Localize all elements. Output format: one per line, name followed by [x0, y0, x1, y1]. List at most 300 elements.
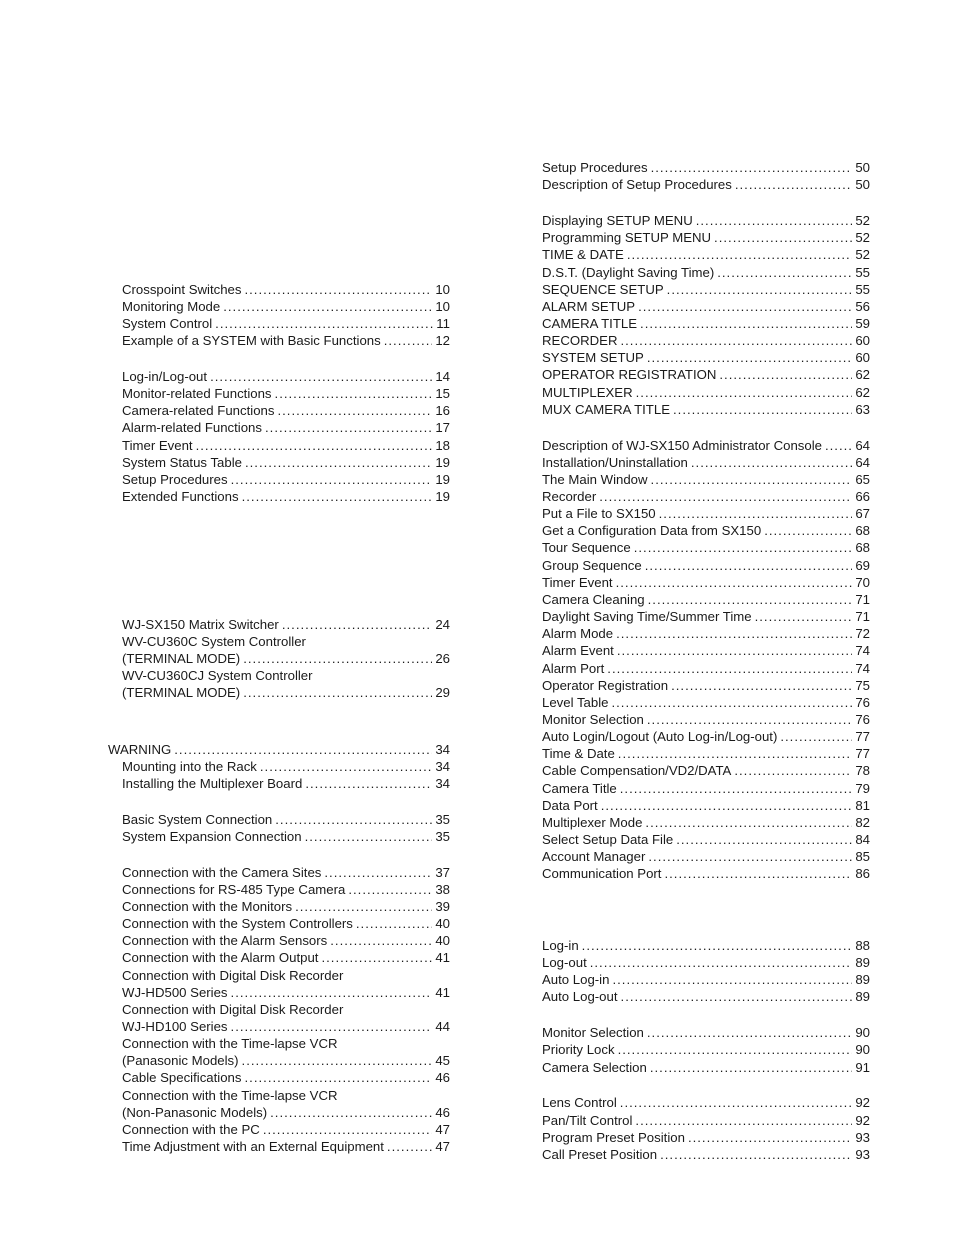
toc-entry-title: Communication Port	[542, 866, 662, 881]
toc-entry-page: 89	[855, 989, 870, 1004]
toc-dot-leader	[231, 1018, 433, 1035]
toc-dot-leader	[324, 864, 432, 881]
toc-entry[interactable]	[122, 684, 450, 701]
toc-entry[interactable]	[542, 608, 870, 625]
toc-entry[interactable]	[542, 814, 870, 831]
toc-entry-page: 78	[855, 763, 870, 778]
toc-entry[interactable]	[542, 848, 870, 865]
toc-entry-page: 75	[855, 678, 870, 693]
toc-entry[interactable]	[122, 385, 450, 402]
toc-entry-page: 15	[435, 386, 450, 401]
toc-dot-leader	[348, 881, 432, 898]
toc-dot-leader	[676, 831, 852, 848]
toc-entry[interactable]	[542, 1112, 870, 1129]
toc-entry-title: Extended Functions	[122, 489, 239, 504]
toc-entry[interactable]	[542, 437, 870, 454]
toc-entry-page: 74	[855, 661, 870, 676]
toc-dot-leader	[638, 298, 852, 315]
toc-entry[interactable]	[542, 264, 870, 281]
toc-dot-leader	[618, 1041, 853, 1058]
toc-dot-leader	[673, 401, 852, 418]
toc-dot-leader	[616, 574, 853, 591]
toc-entry-title: SYSTEM SETUP	[542, 350, 644, 365]
toc-entry[interactable]	[542, 176, 870, 193]
toc-entry-title: Data Port	[542, 798, 598, 813]
toc-entry-page: 64	[855, 455, 870, 470]
toc-entry-page: 18	[435, 438, 450, 453]
toc-entry-title: Cable Specifications	[122, 1070, 242, 1085]
toc-entry-title: Lens Control	[542, 1095, 617, 1110]
toc-entry[interactable]	[542, 471, 870, 488]
toc-entry-page: 68	[855, 523, 870, 538]
toc-entry-title: System Status Table	[122, 455, 242, 470]
toc-entry[interactable]	[122, 667, 450, 684]
toc-entry-page: 82	[855, 815, 870, 830]
toc-entry-page: 60	[855, 350, 870, 365]
toc-entry-page: 39	[435, 899, 450, 914]
toc-entry-page: 46	[435, 1070, 450, 1085]
toc-dot-leader	[245, 454, 432, 471]
toc-entry-page: 59	[855, 316, 870, 331]
toc-entry-page: 19	[435, 489, 450, 504]
toc-dot-leader	[645, 814, 852, 831]
toc-entry-page: 65	[855, 472, 870, 487]
toc-dot-leader	[231, 984, 433, 1001]
toc-entry-page: 84	[855, 832, 870, 847]
toc-entry-title: Timer Event	[542, 575, 613, 590]
toc-dot-leader	[620, 1094, 853, 1111]
toc-dot-leader	[617, 642, 853, 659]
toc-dot-leader	[599, 488, 852, 505]
toc-entry[interactable]	[542, 797, 870, 814]
toc-entry[interactable]	[122, 1052, 450, 1069]
toc-entry-page: 67	[855, 506, 870, 521]
toc-entry[interactable]	[542, 1146, 870, 1163]
toc-entry-page: 90	[855, 1042, 870, 1057]
toc-entry[interactable]	[122, 1069, 450, 1086]
toc-entry[interactable]	[542, 1094, 870, 1111]
toc-entry-page: 55	[855, 282, 870, 297]
toc-entry-title: RECORDER	[542, 333, 618, 348]
toc-dot-leader	[242, 488, 433, 505]
toc-entry[interactable]	[542, 780, 870, 797]
toc-entry-title: Description of Setup Procedures	[542, 177, 732, 192]
toc-entry-title: WV-CU360CJ System Controller	[122, 668, 313, 683]
toc-entry-title: Put a File to SX150	[542, 506, 656, 521]
toc-dot-leader	[616, 625, 852, 642]
toc-entry-title: Multiplexer Mode	[542, 815, 643, 830]
toc-dot-leader	[691, 454, 852, 471]
toc-entry-title: Installation/Uninstallation	[542, 455, 688, 470]
toc-dot-leader	[387, 1138, 432, 1155]
toc-entry-title: TIME & DATE	[542, 247, 624, 262]
toc-dot-leader	[612, 971, 852, 988]
toc-entry-title: Connection with the Time-lapse VCR	[122, 1088, 338, 1103]
toc-entry[interactable]	[542, 574, 870, 591]
toc-entry-page: 29	[435, 685, 450, 700]
toc-entry-title: Tour Sequence	[542, 540, 631, 555]
toc-entry[interactable]	[122, 633, 450, 650]
toc-entry[interactable]	[108, 741, 450, 758]
toc-entry-title: Recorder	[542, 489, 597, 504]
toc-entry[interactable]	[542, 522, 870, 539]
toc-entry-title: Operator Registration	[542, 678, 669, 693]
toc-entry[interactable]	[542, 212, 870, 229]
toc-entry-title: System Expansion Connection	[122, 829, 302, 844]
toc-entry[interactable]	[542, 384, 870, 401]
toc-dot-leader	[263, 1121, 433, 1138]
toc-entry[interactable]	[122, 932, 450, 949]
toc-entry-page: 10	[435, 299, 450, 314]
toc-entry[interactable]	[122, 915, 450, 932]
toc-entry-page: 66	[855, 489, 870, 504]
toc-entry-page: 55	[855, 265, 870, 280]
toc-entry-title: MUX CAMERA TITLE	[542, 402, 670, 417]
toc-entry[interactable]	[542, 971, 870, 988]
toc-dot-leader	[635, 1112, 852, 1129]
toc-entry-page: 34	[435, 742, 450, 757]
toc-entry-page: 71	[855, 592, 870, 607]
toc-entry[interactable]	[542, 762, 870, 779]
toc-dot-leader	[245, 1069, 433, 1086]
toc-entry[interactable]	[542, 315, 870, 332]
toc-entry[interactable]	[122, 811, 450, 828]
toc-entry[interactable]	[122, 881, 450, 898]
toc-entry-title: Program Preset Position	[542, 1130, 685, 1145]
toc-entry-page: 89	[855, 972, 870, 987]
toc-entry[interactable]	[542, 1024, 870, 1041]
toc-entry[interactable]	[542, 488, 870, 505]
toc-dot-leader	[696, 212, 853, 229]
toc-entry-title: WJ-SX150 Matrix Switcher	[122, 617, 279, 632]
toc-dot-leader	[215, 315, 433, 332]
toc-entry-title: Monitor-related Functions	[122, 386, 272, 401]
toc-entry-title: Priority Lock	[542, 1042, 615, 1057]
toc-entry-page: 74	[855, 643, 870, 658]
toc-dot-leader	[651, 471, 853, 488]
toc-dot-leader	[627, 246, 853, 263]
toc-entry-title: Alarm-related Functions	[122, 420, 262, 435]
toc-dot-leader	[244, 281, 432, 298]
toc-entry[interactable]	[122, 828, 450, 845]
toc-dot-leader	[305, 828, 433, 845]
toc-entry-page: 91	[855, 1060, 870, 1075]
toc-entry-title: (TERMINAL MODE)	[122, 685, 241, 700]
toc-entry-title: Auto Log-in	[542, 972, 610, 987]
toc-entry-title: Example of a SYSTEM with Basic Functions	[122, 333, 381, 348]
toc-entry-page: 63	[855, 402, 870, 417]
toc-entry[interactable]	[542, 728, 870, 745]
toc-entry-title: Alarm Mode	[542, 626, 614, 641]
toc-entry-title: WV-CU360C System Controller	[122, 634, 306, 649]
toc-entry-title: Connections for RS-485 Type Camera	[122, 882, 346, 897]
toc-dot-leader	[650, 1059, 853, 1076]
toc-dot-leader	[582, 937, 853, 954]
toc-entry-page: 40	[435, 933, 450, 948]
toc-entry-page: 38	[435, 882, 450, 897]
toc-entry-page: 16	[435, 403, 450, 418]
toc-entry[interactable]	[122, 650, 450, 667]
toc-entry-page: 44	[435, 1019, 450, 1034]
toc-dot-leader	[780, 728, 852, 745]
toc-entry[interactable]	[542, 937, 870, 954]
toc-entry-page: 76	[855, 695, 870, 710]
toc-entry[interactable]	[122, 437, 450, 454]
toc-entry[interactable]	[122, 1138, 450, 1155]
toc-dot-leader	[384, 332, 433, 349]
toc-entry-page: 60	[855, 333, 870, 348]
toc-entry-page: 81	[855, 798, 870, 813]
toc-dot-leader	[636, 384, 853, 401]
toc-dot-leader	[265, 419, 432, 436]
toc-entry-title: Connection with the Monitors	[122, 899, 293, 914]
toc-entry-page: 47	[435, 1122, 450, 1137]
toc-dot-leader	[719, 366, 852, 383]
toc-entry-title: Log-in	[542, 938, 579, 953]
toc-entry-page: 50	[855, 177, 870, 192]
toc-entry-title: Connection with the Camera Sites	[122, 865, 322, 880]
toc-entry[interactable]	[542, 454, 870, 471]
toc-entry-title: MULTIPLEXER	[542, 385, 633, 400]
toc-dot-leader	[659, 505, 853, 522]
toc-entry[interactable]	[122, 1018, 450, 1035]
toc-entry[interactable]	[122, 1035, 450, 1052]
toc-dot-leader	[590, 954, 853, 971]
toc-entry-page: 41	[435, 950, 450, 965]
toc-entry[interactable]	[122, 1121, 450, 1138]
toc-dot-leader	[174, 741, 432, 758]
toc-entry-title: CAMERA TITLE	[542, 316, 638, 331]
toc-entry-page: 47	[435, 1139, 450, 1154]
toc-entry-title: System Control	[122, 316, 213, 331]
toc-entry-title: WJ-HD500 Series	[122, 985, 228, 1000]
toc-entry-page: 70	[855, 575, 870, 590]
toc-dot-leader	[607, 660, 852, 677]
toc-entry-page: 19	[435, 455, 450, 470]
toc-entry-title: Setup Procedures	[122, 472, 228, 487]
toc-entry-page: 76	[855, 712, 870, 727]
toc-entry-title: Connection with the Time-lapse VCR	[122, 1036, 338, 1051]
toc-dot-leader	[755, 608, 853, 625]
toc-entry-title: Account Manager	[542, 849, 646, 864]
toc-entry-page: 62	[855, 367, 870, 382]
toc-entry[interactable]	[542, 229, 870, 246]
toc-dot-leader	[231, 471, 433, 488]
toc-entry[interactable]	[542, 557, 870, 574]
toc-entry[interactable]	[542, 660, 870, 677]
toc-entry-title: Pan/Tilt Control	[542, 1113, 633, 1128]
toc-entry[interactable]	[542, 988, 870, 1005]
toc-entry-page: 35	[435, 829, 450, 844]
toc-entry[interactable]	[542, 831, 870, 848]
toc-entry-page: 64	[855, 438, 870, 453]
toc-dot-leader	[645, 557, 853, 574]
toc-dot-leader	[648, 848, 852, 865]
toc-dot-leader	[647, 1024, 852, 1041]
toc-entry[interactable]	[122, 1104, 450, 1121]
toc-entry[interactable]	[542, 865, 870, 882]
toc-entry[interactable]	[542, 625, 870, 642]
toc-entry-title: Auto Login/Logout (Auto Log-in/Log-out)	[542, 729, 778, 744]
toc-dot-leader	[611, 694, 852, 711]
toc-entry-title: Time Adjustment with an External Equipment	[122, 1139, 384, 1154]
toc-entry[interactable]	[542, 281, 870, 298]
toc-entry[interactable]	[542, 711, 870, 728]
toc-entry[interactable]	[122, 949, 450, 966]
toc-entry-title: Connection with the System Controllers	[122, 916, 353, 931]
toc-entry-title: Crosspoint Switches	[122, 282, 242, 297]
toc-entry-page: 12	[435, 333, 450, 348]
toc-entry-title: Log-in/Log-out	[122, 369, 208, 384]
toc-dot-leader	[647, 711, 852, 728]
toc-dot-leader	[356, 915, 432, 932]
toc-dot-leader	[825, 437, 852, 454]
toc-entry[interactable]	[122, 864, 450, 881]
toc-entry[interactable]	[122, 1087, 450, 1104]
toc-entry[interactable]	[122, 332, 450, 349]
toc-dot-leader	[260, 758, 432, 775]
toc-entry-title: (TERMINAL MODE)	[122, 651, 241, 666]
toc-dot-leader	[295, 898, 432, 915]
toc-entry-title: Setup Procedures	[542, 160, 648, 175]
toc-entry[interactable]	[542, 298, 870, 315]
toc-entry-title: Camera Selection	[542, 1060, 647, 1075]
toc-entry[interactable]	[542, 591, 870, 608]
toc-entry[interactable]	[122, 967, 450, 984]
toc-entry-page: 89	[855, 955, 870, 970]
toc-entry-page: 77	[855, 746, 870, 761]
toc-entry[interactable]	[122, 298, 450, 315]
toc-entry-title: Displaying SETUP MENU	[542, 213, 693, 228]
toc-dot-leader	[305, 775, 432, 792]
toc-entry-page: 37	[435, 865, 450, 880]
toc-entry[interactable]	[542, 246, 870, 263]
toc-entry[interactable]	[542, 159, 870, 176]
toc-entry[interactable]	[122, 898, 450, 915]
toc-entry-page: 92	[855, 1113, 870, 1128]
toc-entry[interactable]	[542, 349, 870, 366]
toc-entry[interactable]	[542, 677, 870, 694]
toc-entry[interactable]	[542, 401, 870, 418]
toc-entry[interactable]	[122, 616, 450, 633]
toc-dot-leader	[601, 797, 853, 814]
toc-dot-leader	[651, 159, 853, 176]
toc-dot-leader	[243, 650, 432, 667]
toc-entry-title: Monitor Selection	[542, 712, 644, 727]
toc-entry-page: 34	[435, 759, 450, 774]
toc-entry[interactable]	[122, 281, 450, 298]
toc-entry-page: 41	[435, 985, 450, 1000]
toc-entry-title: Basic System Connection	[122, 812, 273, 827]
toc-entry-title: Camera-related Functions	[122, 403, 275, 418]
toc-entry-page: 52	[855, 230, 870, 245]
toc-entry-page: 52	[855, 247, 870, 262]
toc-entry-page: 72	[855, 626, 870, 641]
toc-dot-leader	[620, 332, 852, 349]
toc-entry-title: OPERATOR REGISTRATION	[542, 367, 717, 382]
toc-entry-title: Description of WJ-SX150 Administrator Console	[542, 438, 822, 453]
toc-entry-page: 90	[855, 1025, 870, 1040]
toc-entry[interactable]	[542, 694, 870, 711]
toc-entry-page: 71	[855, 609, 870, 624]
toc-entry-title: Camera Cleaning	[542, 592, 645, 607]
toc-dot-leader	[196, 437, 433, 454]
toc-entry-page: 86	[855, 866, 870, 881]
toc-entry-title: Connection with Digital Disk Recorder	[122, 968, 344, 983]
toc-dot-leader	[671, 677, 852, 694]
toc-entry-page: 88	[855, 938, 870, 953]
toc-entry[interactable]	[122, 368, 450, 385]
toc-dot-leader	[634, 539, 853, 556]
toc-entry-title: Connection with Digital Disk Recorder	[122, 1002, 344, 1017]
toc-entry[interactable]	[542, 1129, 870, 1146]
toc-dot-leader	[734, 762, 852, 779]
toc-entry[interactable]	[542, 745, 870, 762]
toc-entry-page: 26	[435, 651, 450, 666]
toc-dot-leader	[321, 949, 432, 966]
toc-entry[interactable]	[542, 1059, 870, 1076]
toc-dot-leader	[618, 745, 853, 762]
toc-entry-title: Log-out	[542, 955, 587, 970]
toc-entry[interactable]	[542, 642, 870, 659]
toc-entry-title: Installing the Multiplexer Board	[122, 776, 303, 791]
toc-dot-leader	[735, 176, 852, 193]
toc-dot-leader	[667, 281, 853, 298]
toc-entry[interactable]	[122, 315, 450, 332]
toc-entry[interactable]	[122, 419, 450, 436]
toc-entry[interactable]	[542, 1041, 870, 1058]
toc-entry-page: 77	[855, 729, 870, 744]
toc-dot-leader	[714, 229, 852, 246]
toc-entry-page: 62	[855, 385, 870, 400]
toc-entry[interactable]	[122, 471, 450, 488]
toc-entry[interactable]	[122, 775, 450, 792]
toc-entry[interactable]	[122, 454, 450, 471]
toc-entry-title: (Panasonic Models)	[122, 1053, 239, 1068]
toc-dot-leader	[620, 780, 853, 797]
toc-entry-title: Monitoring Mode	[122, 299, 221, 314]
toc-entry-title: Select Setup Data File	[542, 832, 674, 847]
toc-entry[interactable]	[542, 954, 870, 971]
toc-entry-title: Alarm Port	[542, 661, 605, 676]
toc-dot-leader	[242, 1052, 433, 1069]
toc-entry[interactable]	[542, 539, 870, 556]
toc-entry-title: Time & Date	[542, 746, 615, 761]
toc-entry[interactable]	[542, 366, 870, 383]
toc-dot-leader	[764, 522, 852, 539]
toc-entry[interactable]	[122, 1001, 450, 1018]
toc-entry[interactable]	[542, 332, 870, 349]
toc-dot-leader	[277, 402, 432, 419]
toc-entry-title: WARNING	[108, 742, 172, 757]
toc-dot-leader	[664, 865, 852, 882]
toc-entry-title: SEQUENCE SETUP	[542, 282, 664, 297]
toc-entry[interactable]	[542, 505, 870, 522]
toc-entry-title: Alarm Event	[542, 643, 614, 658]
toc-dot-leader	[210, 368, 432, 385]
toc-entry-title: Monitor Selection	[542, 1025, 644, 1040]
toc-entry-title: Connection with the Alarm Sensors	[122, 933, 328, 948]
toc-entry-page: 14	[435, 369, 450, 384]
toc-entry-title: D.S.T. (Daylight Saving Time)	[542, 265, 715, 280]
toc-entry-page: 56	[855, 299, 870, 314]
toc-entry[interactable]	[122, 488, 450, 505]
toc-entry[interactable]	[122, 984, 450, 1001]
toc-entry[interactable]	[122, 758, 450, 775]
toc-entry-page: 11	[436, 316, 450, 331]
toc-entry[interactable]	[122, 402, 450, 419]
toc-entry-title: Group Sequence	[542, 558, 642, 573]
